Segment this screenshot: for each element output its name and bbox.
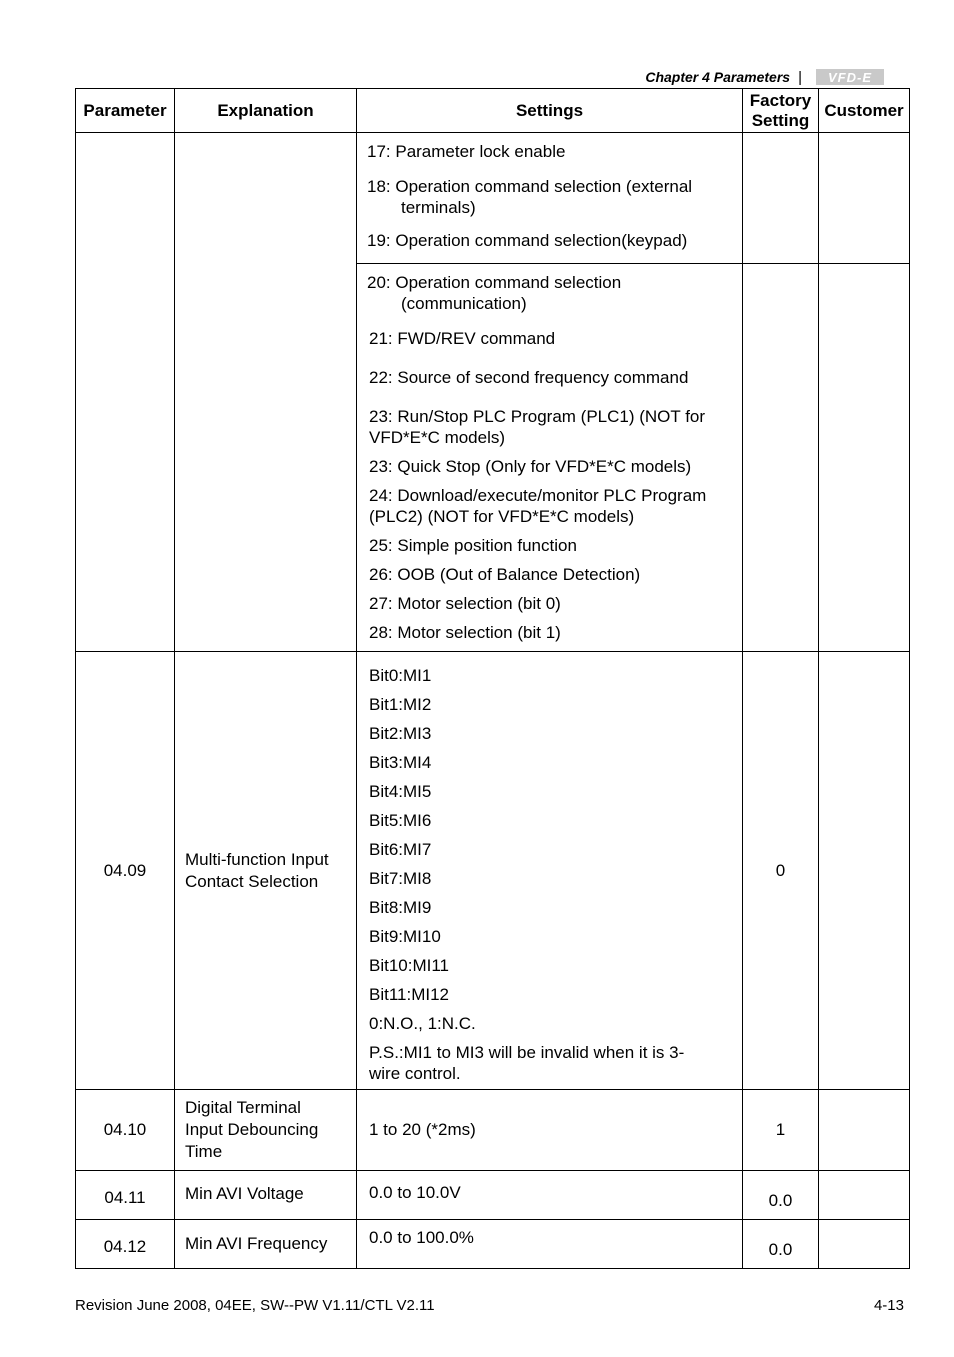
bit-item: Bit0:MI1 xyxy=(369,666,432,685)
footer-revision: Revision June 2008, 04EE, SW--PW V1.11/CTL V2.11 xyxy=(75,1297,435,1314)
table-row-04-12 xyxy=(76,1220,910,1269)
factory-cell xyxy=(743,133,819,264)
param-number: 04.09 xyxy=(76,652,175,1090)
bit-item: Bit7:MI8 xyxy=(369,869,432,888)
settings-cell: 0.0 to 100.0% xyxy=(357,1220,743,1269)
vfd-e-logo xyxy=(816,69,884,85)
setting-21: 21: FWD/REV command xyxy=(369,329,556,348)
customer-cell xyxy=(819,652,910,1090)
factory-value: 0.0 xyxy=(743,1220,819,1269)
setting-28: 28: Motor selection (bit 1) xyxy=(369,623,561,642)
ps-note-cont: wire control. xyxy=(369,1064,461,1083)
factory-cell xyxy=(743,264,819,652)
bit-item: Bit11:MI12 xyxy=(369,985,450,1004)
logo-text: VFD-E xyxy=(828,69,872,85)
setting-26: 26: OOB (Out of Balance Detection) xyxy=(369,565,641,584)
table-row-04-09 xyxy=(76,652,910,1090)
bit-item: Bit6:MI7 xyxy=(369,840,432,859)
param-explanation: Min AVI Voltage xyxy=(175,1171,357,1220)
table-row-04-11 xyxy=(76,1171,910,1220)
bit-item: Bit3:MI4 xyxy=(369,753,432,772)
no-nc-setting: 0:N.O., 1:N.C. xyxy=(369,1014,476,1033)
col-header-factory-setting: Factory Setting xyxy=(743,89,819,133)
customer-cell xyxy=(819,1090,910,1171)
customer-cell xyxy=(819,1171,910,1220)
param-number: 04.10 xyxy=(76,1090,175,1171)
col-header-explanation: Explanation xyxy=(175,89,357,133)
bit-item: Bit1:MI2 xyxy=(369,695,432,714)
customer-cell xyxy=(819,264,910,652)
setting-23-plc: 23: Run/Stop PLC Program (PLC1) (NOT for xyxy=(369,407,706,426)
setting-18-cont: terminals) xyxy=(401,198,476,217)
setting-17: 17: Parameter lock enable xyxy=(367,142,566,161)
setting-22: 22: Source of second frequency command xyxy=(369,368,689,387)
bit-item: Bit10:MI11 xyxy=(369,956,450,975)
footer-page-number: 4-13 xyxy=(873,1297,904,1314)
setting-24-cont: (PLC2) (NOT for VFD*E*C models) xyxy=(369,507,635,526)
bit-item: Bit5:MI6 xyxy=(369,811,432,830)
bit-item: Bit8:MI9 xyxy=(369,898,432,917)
setting-19: 19: Operation command selection(keypad) xyxy=(367,231,688,250)
param-cell-empty xyxy=(76,133,175,652)
bit-list xyxy=(367,665,734,1005)
settings-cell xyxy=(357,264,743,652)
param-explanation: Multi-function Input Contact Selection xyxy=(175,652,357,1090)
settings-cell xyxy=(357,652,743,1090)
setting-24: 24: Download/execute/monitor PLC Program xyxy=(369,486,707,505)
header-separator: | xyxy=(798,68,802,86)
ps-note: P.S.:MI1 to MI3 will be invalid when it is 3- xyxy=(369,1043,685,1062)
param-explanation: Min AVI Frequency xyxy=(175,1220,357,1269)
setting-20: 20: Operation command selection xyxy=(367,273,622,292)
settings-cell: 1 to 20 (*2ms) xyxy=(357,1090,743,1171)
settings-cell xyxy=(357,133,743,264)
setting-23-plc-cont: VFD*E*C models) xyxy=(369,428,506,447)
factory-value: 1 xyxy=(743,1090,819,1171)
col-header-customer: Customer xyxy=(819,89,910,133)
setting-18: 18: Operation command selection (external xyxy=(367,177,693,196)
setting-20-cont: (communication) xyxy=(401,294,527,313)
setting-27: 27: Motor selection (bit 0) xyxy=(369,594,561,613)
setting-25: 25: Simple position function xyxy=(369,536,577,555)
table-row xyxy=(76,133,910,264)
table-row-04-10 xyxy=(76,1090,910,1171)
settings-cell: 0.0 to 10.0V xyxy=(357,1171,743,1220)
bit-item: Bit2:MI3 xyxy=(369,724,432,743)
col-header-settings: Settings xyxy=(357,89,743,133)
param-number: 04.11 xyxy=(76,1171,175,1220)
customer-cell xyxy=(819,133,910,264)
customer-cell xyxy=(819,1220,910,1269)
bit-item: Bit9:MI10 xyxy=(369,927,441,946)
table-header-row xyxy=(76,89,910,133)
param-number: 04.12 xyxy=(76,1220,175,1269)
chapter-title: Chapter 4 Parameters xyxy=(645,69,791,85)
param-explanation: Digital Terminal Input Debouncing Time xyxy=(175,1090,357,1171)
bit-item: Bit4:MI5 xyxy=(369,782,432,801)
parameter-table xyxy=(75,88,910,1269)
factory-value: 0 xyxy=(743,652,819,1090)
col-header-parameter: Parameter xyxy=(76,89,175,133)
explanation-cell-empty xyxy=(175,133,357,652)
setting-23-quick-stop: 23: Quick Stop (Only for VFD*E*C models) xyxy=(369,457,692,476)
page-header xyxy=(645,68,884,86)
factory-value: 0.0 xyxy=(743,1171,819,1220)
